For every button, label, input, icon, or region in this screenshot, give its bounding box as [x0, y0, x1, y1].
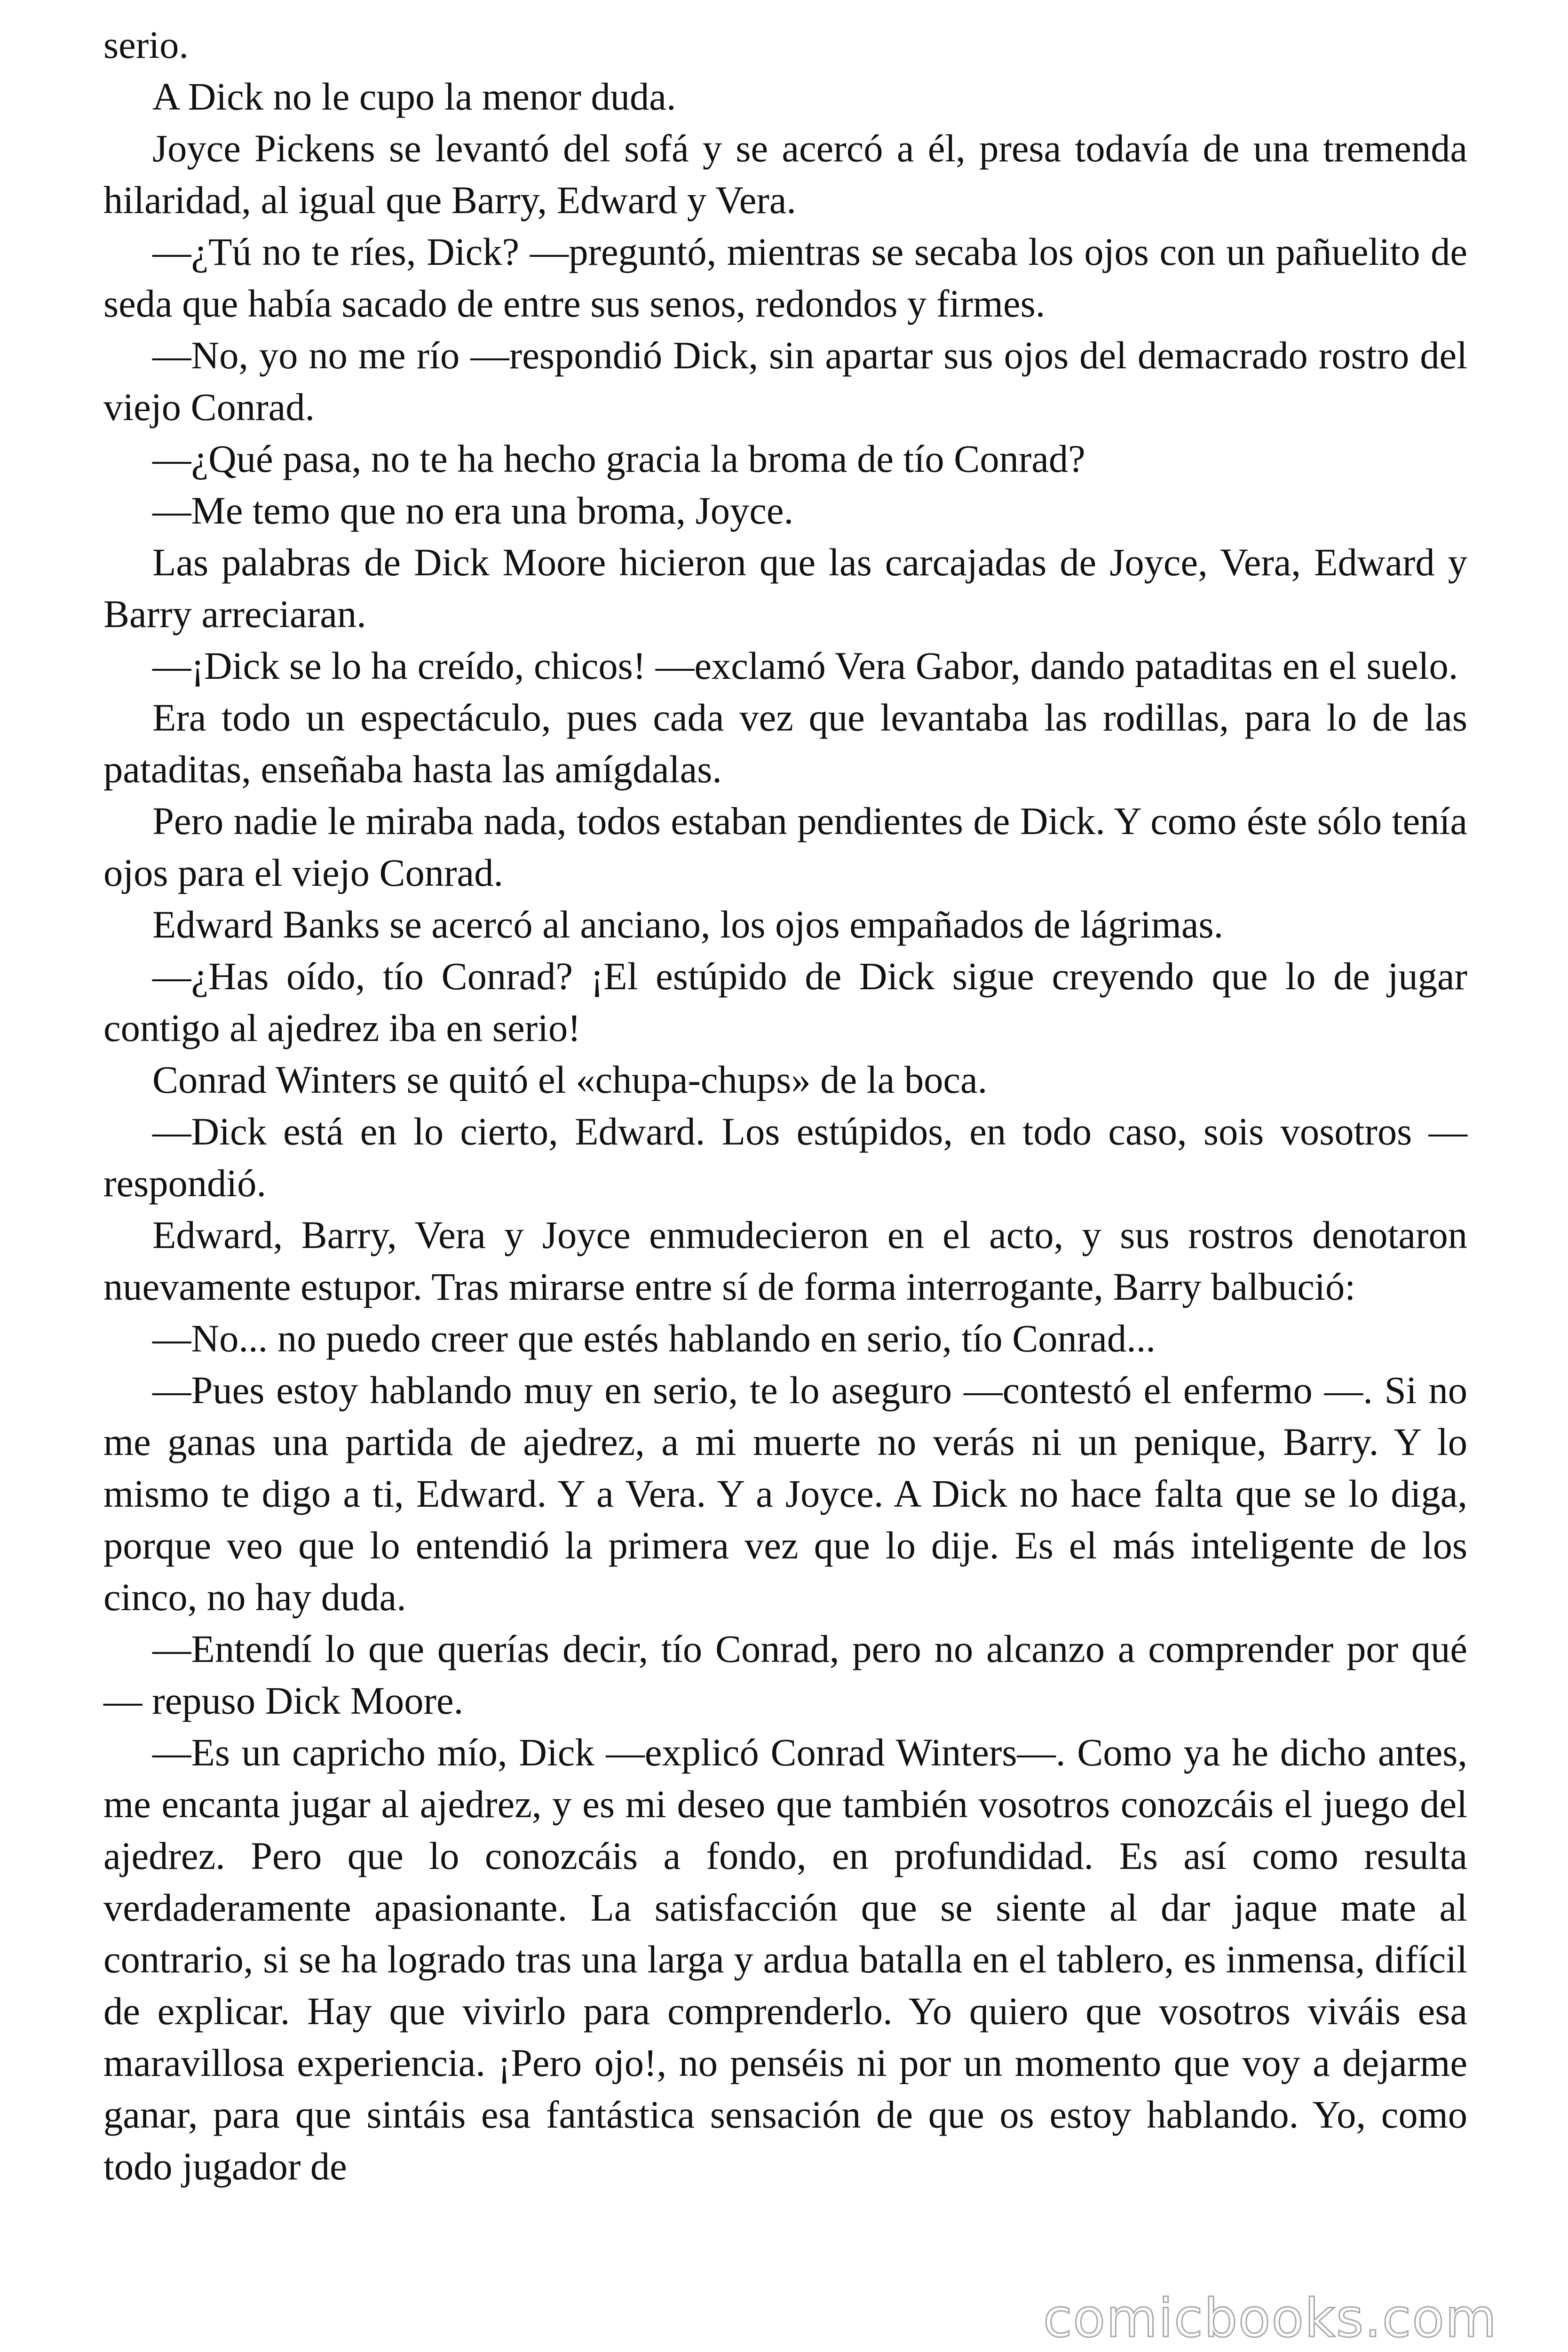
paragraph: Las palabras de Dick Moore hicieron que las carcajadas de Joyce, Vera, Edward y Barry arreciaran.: [103, 540, 1467, 636]
paragraph: —No, yo no me río —respondió Dick, sin apartar sus ojos del demacrado rostro del viejo Conrad.: [103, 334, 1467, 429]
paragraph: —Pues estoy hablando muy en serio, te lo aseguro —contestó el enfermo —. Si no me ganas una partida de ajedrez, a mi muerte no verás ni un penique, Barry. Y lo mismo te digo a ti, Edward. Y a Vera. Y a Joyce. A Dick no hace falta que se lo diga, porque veo que lo entendió la primera vez que lo dije. Es el más inteligente de los cinco, no hay duda.: [103, 1368, 1467, 1619]
paragraph: —¿Has oído, tío Conrad? ¡El estúpido de Dick sigue creyendo que lo de jugar contigo al ajedrez iba en serio!: [103, 954, 1467, 1049]
paragraph: Edward, Barry, Vera y Joyce enmudecieron en el acto, y sus rostros denotaron nuevamente estupor. Tras mirarse entre sí de forma interrogante, Barry balbució:: [103, 1213, 1467, 1308]
paragraph: —Entendí lo que querías decir, tío Conrad, pero no alcanzo a comprender por qué — repuso Dick Moore.: [103, 1627, 1467, 1722]
page-text: [103, 19, 1467, 2192]
paragraph: —Dick está en lo cierto, Edward. Los estúpidos, en todo caso, sois vosotros — respondió.: [103, 1110, 1467, 1205]
watermark: comicbooks.com: [1043, 2288, 1497, 2349]
paragraph: —Me temo que no era una broma, Joyce.: [152, 489, 794, 532]
paragraph: Joyce Pickens se levantó del sofá y se acercó a él, presa todavía de una tremenda hilaridad, al igual que Barry, Edward y Vera.: [103, 127, 1467, 222]
paragraph: serio.: [103, 23, 189, 66]
paragraph: Era todo un espectáculo, pues cada vez que levantaba las rodillas, para lo de las pataditas, enseñaba hasta las amígdalas.: [103, 696, 1467, 791]
paragraph: A Dick no le cupo la menor duda.: [152, 75, 676, 118]
paragraph: —No... no puedo creer que estés hablando en serio, tío Conrad...: [152, 1317, 1156, 1360]
paragraph: Pero nadie le miraba nada, todos estaban pendientes de Dick. Y como éste sólo tenía ojos para el viejo Conrad.: [103, 799, 1467, 894]
paragraph: —¿Qué pasa, no te ha hecho gracia la broma de tío Conrad?: [152, 437, 1085, 480]
paragraph: Conrad Winters se quitó el «chupa-chups» de la boca.: [152, 1058, 988, 1101]
paragraph: Edward Banks se acercó al anciano, los ojos empañados de lágrimas.: [152, 903, 1224, 946]
paragraph: —¡Dick se lo ha creído, chicos! —exclamó Vera Gabor, dando pataditas en el suelo.: [152, 644, 1458, 687]
paragraph: —¿Tú no te ríes, Dick? —preguntó, mientras se secaba los ojos con un pañuelito de seda que había sacado de entre sus senos, redondos y firmes.: [103, 230, 1467, 325]
paragraph: —Es un capricho mío, Dick —explicó Conrad Winters—. Como ya he dicho antes, me encanta jugar al ajedrez, y es mi deseo que también vosotros conozcáis el juego del ajedrez. Pero que lo conozcáis a fondo, en profundidad. Es así como resulta verdaderamente apasionante. La satisfacción que se siente al dar jaque mate al contrario, si se ha logrado tras una larga y ardua batalla en el tablero, es inmensa, difícil de explicar. Hay que vivirlo para comprenderlo. Yo quiero que vosotros viváis esa maravillosa experiencia. ¡Pero ojo!, no penséis ni por un momento que voy a dejarme ganar, para que sintáis esa fantástica sensación de que os estoy hablando. Yo, como todo jugador de: [103, 1731, 1467, 2188]
